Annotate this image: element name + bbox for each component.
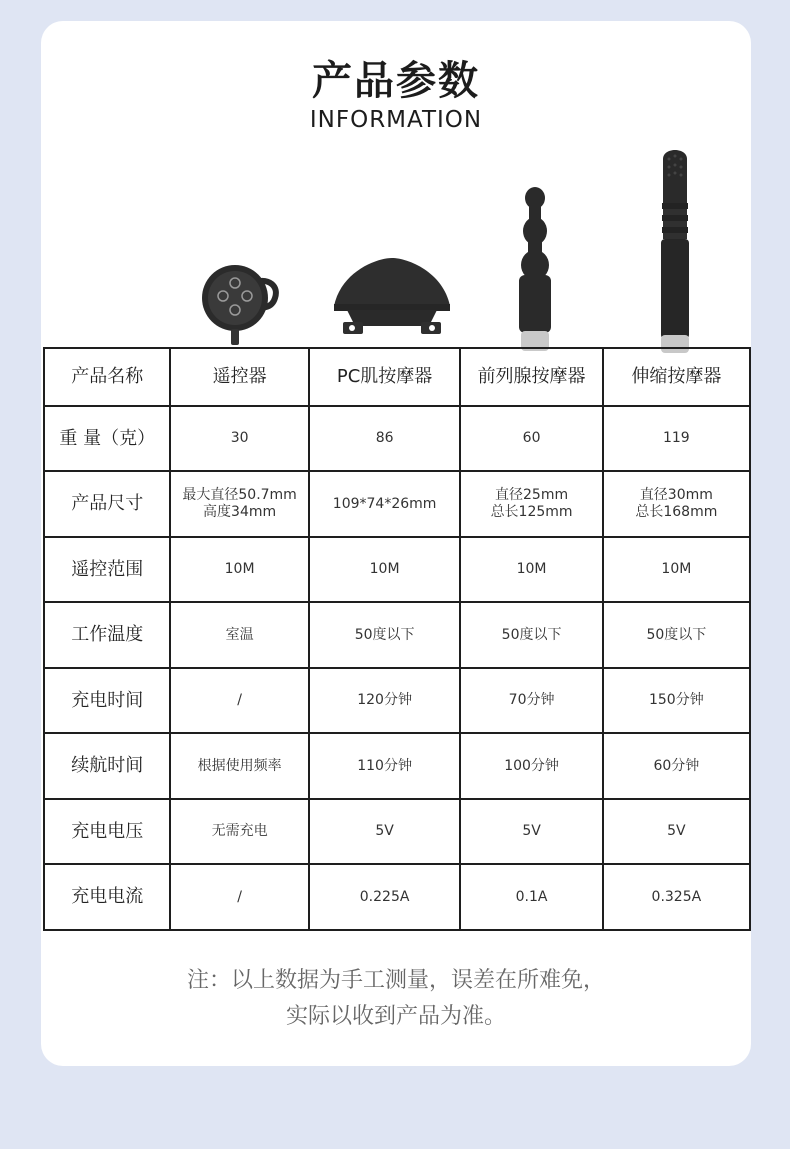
row-label: 工作温度	[44, 602, 170, 668]
spec-table	[43, 347, 751, 931]
table-cell: 50度以下	[460, 602, 602, 668]
table-row-weight	[44, 406, 750, 471]
cell-line: 直径25mm	[495, 487, 569, 504]
prostate-massager-icon	[511, 187, 555, 353]
table-cell: 119	[603, 406, 750, 471]
row-label: 产品尺寸	[44, 471, 170, 537]
remote-control-icon	[199, 256, 281, 348]
table-cell: 0.325A	[603, 864, 750, 930]
header-cell-label: 产品名称	[44, 348, 170, 406]
table-cell: /	[170, 864, 308, 930]
row-label: 充电电压	[44, 799, 170, 864]
telescopic-massager-icon	[655, 143, 695, 355]
table-row-charge-current	[44, 864, 750, 930]
table-cell: 70分钟	[460, 668, 602, 733]
page-title: 产品参数	[312, 58, 480, 104]
table-cell: 0.1A	[460, 864, 602, 930]
table-cell: 5V	[309, 799, 461, 864]
header-cell-pc-massager: PC肌按摩器	[309, 348, 461, 406]
header-cell-telescopic-massager: 伸缩按摩器	[603, 348, 750, 406]
table-row-charge-voltage	[44, 799, 750, 864]
table-cell: 110分钟	[309, 733, 461, 799]
cell-line: 109*74*26mm	[332, 495, 437, 512]
note-line-1: 注：以上数据为手工测量，误差在所难免，	[186, 968, 605, 993]
cell-line: 总长168mm	[635, 504, 718, 520]
table-cell	[603, 471, 750, 537]
row-label: 遥控范围	[44, 537, 170, 602]
table-row-charge-time	[44, 668, 750, 733]
table-row-temperature	[44, 602, 750, 668]
table-cell: 10M	[460, 537, 602, 602]
cell-line: 高度34mm	[203, 504, 277, 520]
table-cell: 室温	[170, 602, 308, 668]
header-cell-remote: 遥控器	[170, 348, 308, 406]
header-cell-prostate-massager: 前列腺按摩器	[460, 348, 602, 406]
cell-line: 直径30mm	[639, 487, 713, 504]
table-cell: 86	[309, 406, 461, 471]
table-cell: 150分钟	[603, 668, 750, 733]
page-subtitle: INFORMATION	[309, 107, 483, 133]
table-cell: 120分钟	[309, 668, 461, 733]
table-cell: 10M	[170, 537, 308, 602]
table-cell: 10M	[309, 537, 461, 602]
table-cell: 5V	[603, 799, 750, 864]
table-cell: 60分钟	[603, 733, 750, 799]
row-label: 充电时间	[44, 668, 170, 733]
table-cell	[170, 471, 308, 537]
table-cell: 30	[170, 406, 308, 471]
note-line-2: 实际以收到产品为准。	[285, 1004, 506, 1029]
table-cell: 无需充电	[170, 799, 308, 864]
table-cell: 根据使用频率	[170, 733, 308, 799]
table-cell	[460, 471, 602, 537]
table-cell: /	[170, 668, 308, 733]
cell-line: 最大直径50.7mm	[182, 487, 297, 504]
cell-line: 总长125mm	[490, 504, 573, 520]
row-label: 充电电流	[44, 864, 170, 930]
table-cell: 10M	[603, 537, 750, 602]
table-cell: 0.225A	[309, 864, 461, 930]
table-cell	[309, 471, 461, 537]
table-row-battery-life	[44, 733, 750, 799]
spec-card	[41, 21, 751, 1066]
pc-massager-icon	[331, 254, 453, 346]
table-cell: 5V	[460, 799, 602, 864]
table-cell: 50度以下	[309, 602, 461, 668]
row-label: 续航时间	[44, 733, 170, 799]
table-cell: 100分钟	[460, 733, 602, 799]
table-header-row	[44, 348, 750, 406]
table-row-remote-range	[44, 537, 750, 602]
table-cell: 60	[460, 406, 602, 471]
table-row-size	[44, 471, 750, 537]
table-cell: 50度以下	[603, 602, 750, 668]
row-label: 重 量（克）	[44, 406, 170, 471]
